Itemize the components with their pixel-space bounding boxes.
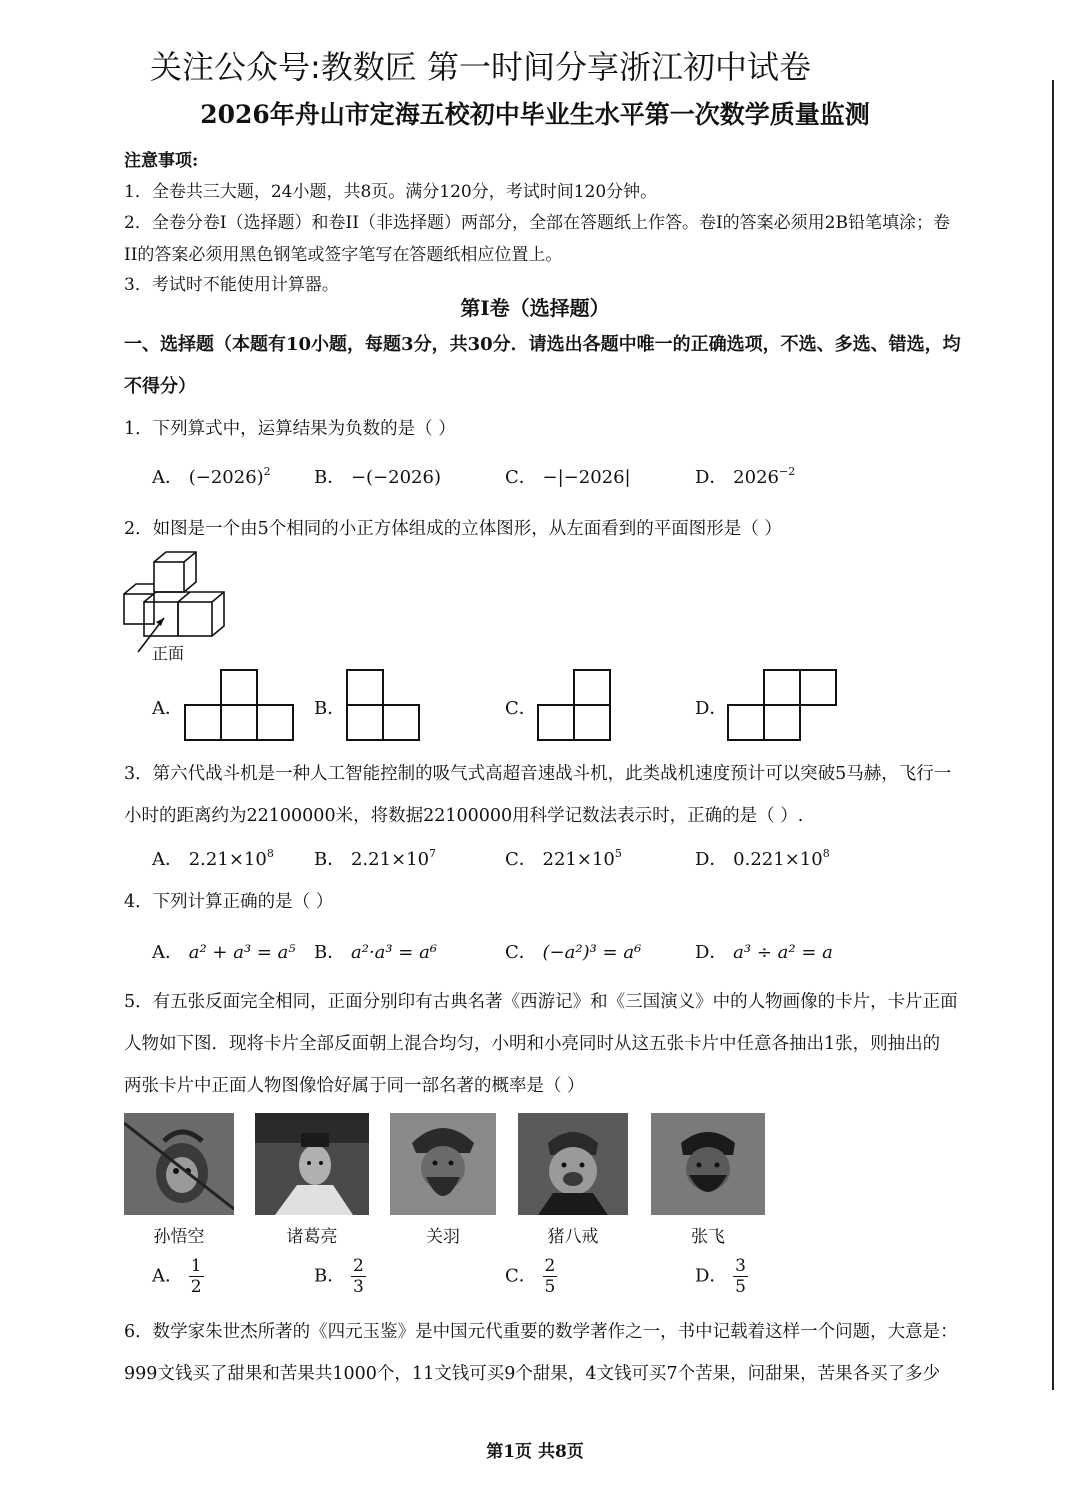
card-caption: 张飞	[691, 1227, 725, 1247]
denominator: 5	[544, 1277, 556, 1297]
card-image-zhuge-liang	[255, 1113, 369, 1215]
card-image-zhang-fei	[651, 1113, 765, 1215]
q2-option-c-label: C．	[505, 698, 537, 719]
numerator: 1	[190, 1256, 202, 1276]
fraction	[733, 1256, 748, 1297]
question-5-line1: 5．有五张反面完全相同，正面分别印有古典名著《西游记》和《三国演义》中的人物画像的卡片，卡片正面	[124, 992, 958, 1012]
option-text: a²·a³ = a⁶	[350, 942, 438, 963]
option-label: B．	[314, 849, 346, 870]
question-6-line2: 999文钱买了甜果和苦果共1000个，11文钱可买9个甜果，4文钱可买7个苦果，问甜果，苦果各买了多少	[124, 1364, 941, 1384]
card-caption: 孙悟空	[153, 1227, 205, 1247]
page-edge-rule	[1052, 80, 1054, 1390]
q5-option-b	[314, 1256, 366, 1297]
option-label: C．	[505, 1265, 537, 1287]
option-exponent: 7	[429, 847, 437, 860]
option-label: D．	[695, 1265, 728, 1287]
q3-option-d	[695, 845, 830, 871]
question-5-line2: 人物如下图．现将卡片全部反面朝上混合均匀，小明和小亮同时从这五张卡片中任意各抽出1张，则抽出的	[124, 1034, 941, 1054]
q4-option-b	[314, 938, 437, 964]
option-label: B．	[314, 942, 346, 963]
q3-option-a	[152, 845, 274, 871]
option-label: D．	[695, 849, 728, 870]
denominator: 5	[735, 1277, 746, 1297]
option-exponent: 5	[614, 847, 622, 860]
option-base: 2.21×10	[188, 849, 267, 870]
note-item: 3．考试时不能使用计算器。	[124, 275, 339, 295]
option-label: D．	[695, 467, 728, 488]
card-caption: 关羽	[426, 1227, 460, 1247]
option-base: (−2026)	[188, 467, 264, 488]
question-6-line1: 6．数学家朱世杰所著的《四元玉鉴》是中国元代重要的数学著作之一，书中记载着这样一个问题，大意是：	[124, 1322, 958, 1342]
question-3-line1: 3．第六代战斗机是一种人工智能控制的吸气式高超音速战斗机，此类战机速度预计可以突破5马赫，飞行一	[124, 764, 952, 784]
page-footer: 第1页 共8页	[486, 1442, 584, 1462]
option-base: 0.221×10	[733, 849, 823, 870]
card-caption: 猪八戒	[547, 1227, 599, 1247]
denominator: 2	[190, 1277, 202, 1297]
option-label: B．	[314, 1265, 346, 1287]
numerator: 3	[735, 1256, 746, 1276]
q4-option-a	[152, 938, 296, 964]
q5-option-a	[152, 1256, 204, 1297]
option-label: A．	[152, 467, 183, 488]
option-label: C．	[505, 849, 537, 870]
q2-option-a-label: A．	[152, 698, 183, 719]
figure-label-front: 正面	[152, 644, 185, 663]
q1-option-c	[505, 463, 631, 489]
q1-option-a	[152, 463, 271, 489]
note-item: II的答案必须用黑色钢笔或签字笔写在答题纸相应位置上。	[124, 245, 563, 265]
card-image-sun-wukong	[124, 1113, 234, 1215]
option-text: (−a²)³ = a⁶	[542, 942, 642, 963]
exam-title: 2026年舟山市定海五校初中毕业生水平第一次数学质量监测	[200, 100, 870, 129]
question-3-line2: 小时的距离约为22100000米，将数据22100000用科学记数法表示时，正确的是（ ）.	[124, 806, 804, 826]
q1-option-b	[314, 463, 441, 489]
q2-option-c-figure	[536, 668, 614, 746]
q2-option-b-figure	[345, 668, 423, 746]
part-instructions: 一、选择题（本题有10小题，每题3分，共30分．请选出各题中唯一的正确选项，不选、多选、错选，均	[124, 334, 961, 355]
card-image-zhu-bajie	[518, 1113, 628, 1215]
card-caption: 诸葛亮	[286, 1227, 338, 1247]
option-exponent: 8	[822, 847, 830, 860]
option-label: B．	[314, 467, 346, 488]
option-text: −|−2026|	[542, 467, 631, 488]
option-text: a² + a³ = a⁵	[188, 942, 296, 963]
option-label: A．	[152, 849, 183, 870]
question-2-stem: 2．如图是一个由5个相同的小正方体组成的立体图形，从左面看到的平面图形是（ ）	[124, 519, 782, 539]
option-exponent: 2	[263, 465, 271, 478]
note-item: 2．全卷分卷I（选择题）和卷II（非选择题）两部分，全部在答题纸上作答。卷I的答案必须用2B铅笔填涂；卷	[124, 213, 950, 233]
option-base: 2.21×10	[350, 849, 430, 870]
q4-option-c	[505, 938, 641, 964]
q2-option-d-label: D．	[695, 698, 728, 719]
option-base: 221×10	[542, 849, 615, 870]
question-1-stem: 1．下列算式中，运算结果为负数的是（ ）	[124, 419, 456, 439]
option-label: C．	[505, 942, 537, 963]
option-label: A．	[152, 942, 183, 963]
q2-option-a-figure	[183, 668, 295, 746]
numerator: 2	[352, 1256, 364, 1276]
fraction	[189, 1256, 204, 1297]
option-exponent: −2	[778, 465, 796, 478]
option-label: D．	[695, 942, 728, 963]
q4-option-d	[695, 938, 833, 964]
q3-option-c	[505, 845, 622, 871]
option-base: 2026	[733, 467, 779, 488]
option-exponent: 8	[266, 847, 274, 860]
q2-option-d-figure	[726, 668, 838, 746]
option-label: A．	[152, 1265, 183, 1287]
question-5-line3: 两张卡片中正面人物图像恰好属于同一部名著的概率是（ ）	[124, 1076, 585, 1096]
card-image-guan-yu	[390, 1113, 496, 1215]
q3-option-b	[314, 845, 436, 871]
question-4-stem: 4．下列计算正确的是（ ）	[124, 892, 334, 912]
banner-text: 关注公众号:教数匠 第一时间分享浙江初中试卷	[150, 48, 811, 86]
q1-option-d	[695, 463, 795, 489]
numerator: 2	[544, 1256, 556, 1276]
option-label: C．	[505, 467, 537, 488]
q5-option-c	[505, 1256, 557, 1297]
fraction	[351, 1256, 366, 1297]
q2-option-b-label: B．	[314, 698, 346, 719]
q5-option-d	[695, 1256, 748, 1297]
option-text: a³ ÷ a² = a	[733, 942, 833, 963]
section-title: 第I卷（选择题）	[460, 296, 610, 320]
option-text: −(−2026)	[350, 467, 441, 488]
part-instructions-cont: 不得分）	[124, 376, 196, 397]
note-item: 1．全卷共三大题，24小题，共8页。满分120分，考试时间120分钟。	[124, 182, 658, 202]
fraction	[543, 1256, 558, 1297]
notes-heading: 注意事项:	[124, 151, 199, 171]
denominator: 3	[352, 1277, 364, 1297]
